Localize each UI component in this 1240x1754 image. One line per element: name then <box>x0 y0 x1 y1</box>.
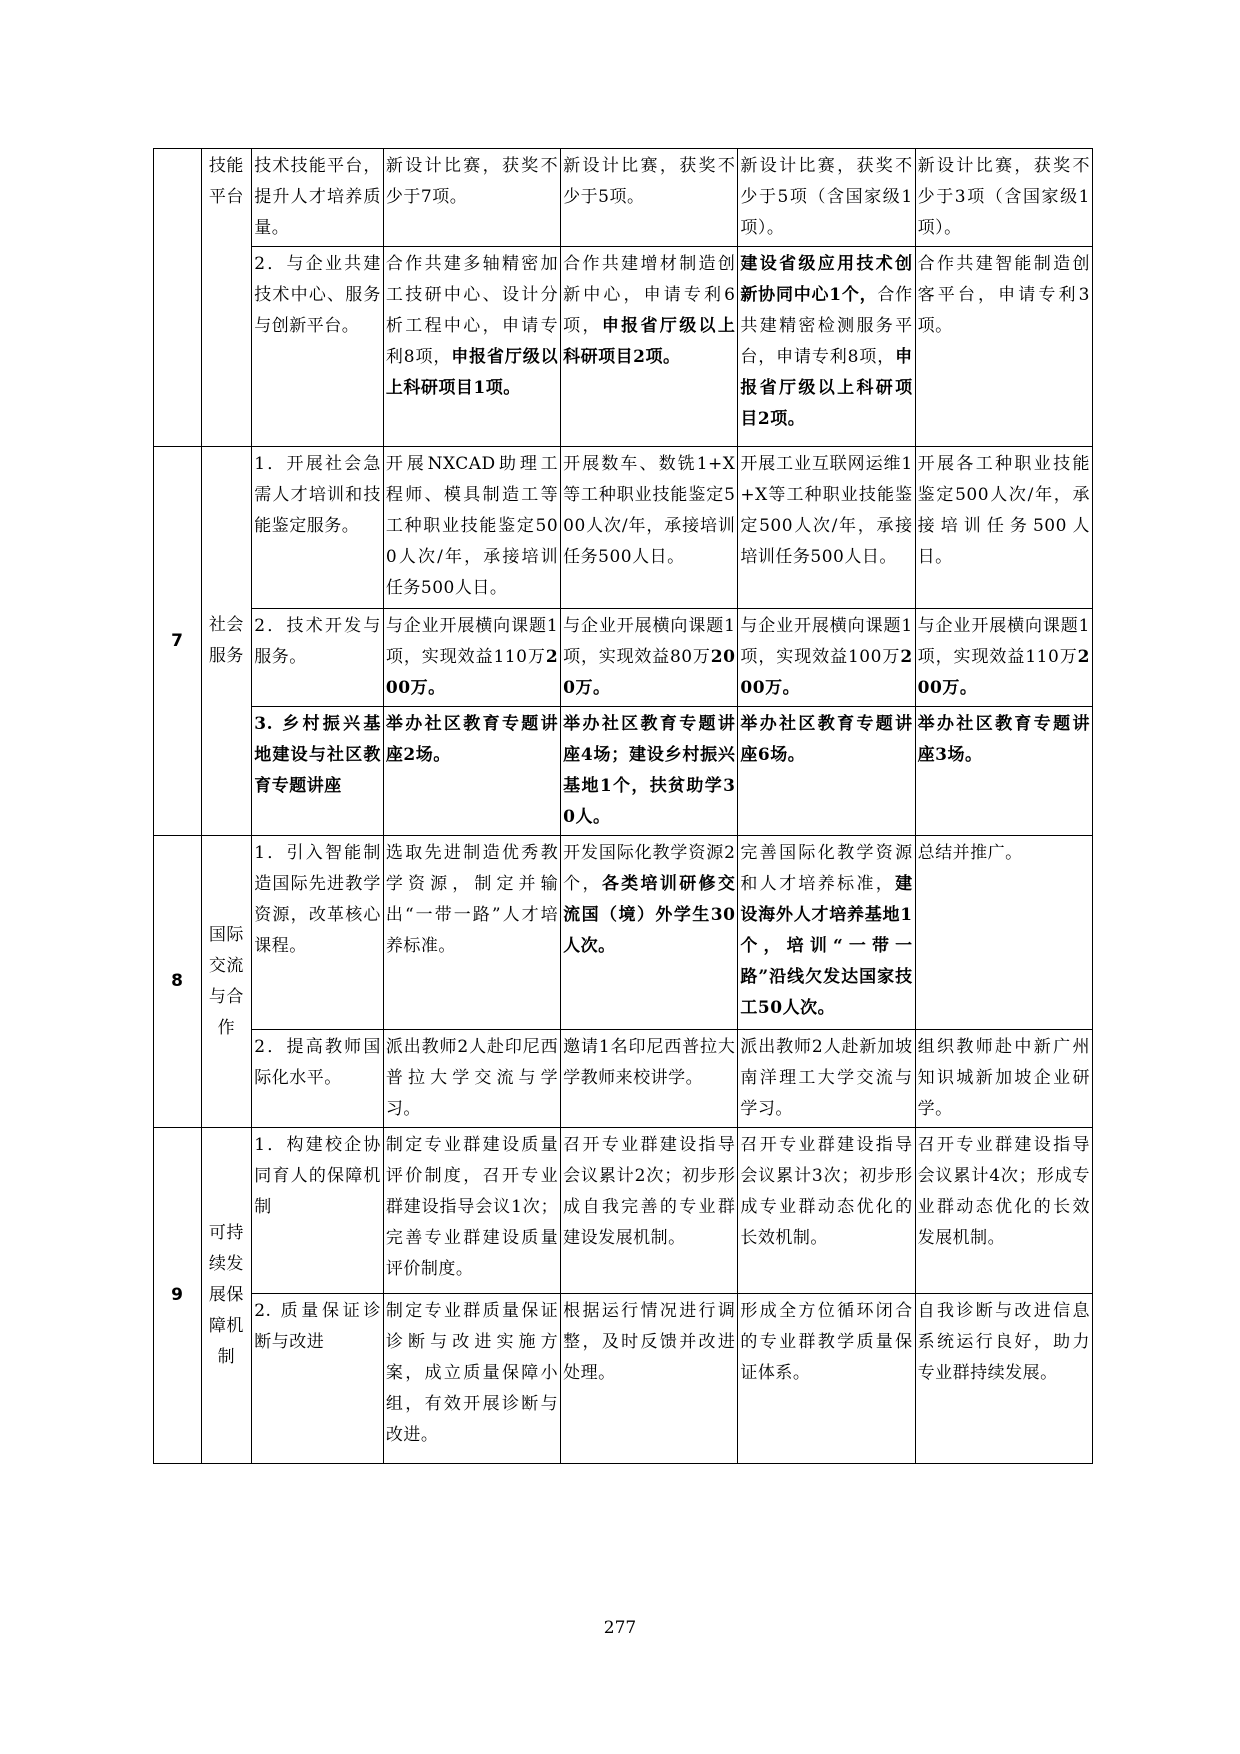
target-2020-cell: 合作共建增材制造创新中心，申请专利6项，申报省厅级以上科研项目2项。 <box>561 247 738 447</box>
target-2022-cell: 开展各工种职业技能鉴定500人次/年，承接培训任务500人日。 <box>915 447 1092 609</box>
target-2019-cell: 新设计比赛，获奖不少于7项。 <box>383 149 560 247</box>
task-cell: 2．提高教师国际化水平。 <box>252 1030 384 1128</box>
category-cell: 技能平台 <box>201 149 252 447</box>
target-2022-cell: 自我诊断与改进信息系统运行良好，助力专业群持续发展。 <box>915 1294 1092 1464</box>
table-row <box>154 447 1093 609</box>
target-2020-cell: 召开专业群建设指导会议累计2次；初步形成自我完善的专业群建设发展机制。 <box>561 1128 738 1294</box>
target-2021-cell: 开展工业互联网运维1+X等工种职业技能鉴定500人次/年，承接培训任务500人日。 <box>738 447 915 609</box>
table-row <box>154 1294 1093 1464</box>
target-2022-cell: 总结并推广。 <box>915 836 1092 1030</box>
target-2021-cell: 完善国际化教学资源和人才培养标准，建设海外人才培养基地1个，培训“一带一路”沿线欠发达国家技工50人次。 <box>738 836 915 1030</box>
target-2019-cell: 举办社区教育专题讲座2场。 <box>383 707 560 836</box>
table-row <box>154 247 1093 447</box>
row-number-cell: 9 <box>154 1128 202 1464</box>
task-cell: 1．构建校企协同育人的保障机制 <box>252 1128 384 1294</box>
target-2022-cell: 举办社区教育专题讲座3场。 <box>915 707 1092 836</box>
target-2021-cell: 与企业开展横向课题1项，实现效益100万200万。 <box>738 609 915 707</box>
task-cell: 2．与企业共建技术中心、服务与创新平台。 <box>252 247 384 447</box>
target-2022-cell: 新设计比赛，获奖不少于3项（含国家级1项）。 <box>915 149 1092 247</box>
target-2020-cell: 开展数车、数铣1+X等工种职业技能鉴定500人次/年，承接培训任务500人日。 <box>561 447 738 609</box>
table-row <box>154 149 1093 247</box>
task-cell: 1．开展社会急需人才培训和技能鉴定服务。 <box>252 447 384 609</box>
target-2020-cell: 举办社区教育专题讲座4场；建设乡村振兴基地1个，扶贫助学30人。 <box>561 707 738 836</box>
target-2021-cell: 派出教师2人赴新加坡南洋理工大学交流与学习。 <box>738 1030 915 1128</box>
row-number-cell: 7 <box>154 447 202 836</box>
category-cell: 国际交流与合作 <box>201 836 252 1128</box>
task-cell: 2. 质量保证诊断与改进 <box>252 1294 384 1464</box>
target-2019-cell: 制定专业群质量保证诊断与改进实施方案，成立质量保障小组，有效开展诊断与改进。 <box>383 1294 560 1464</box>
task-cell: 3. 乡村振兴基地建设与社区教育专题讲座 <box>252 707 384 836</box>
table-row <box>154 707 1093 836</box>
task-cell: 技术技能平台，提升人才培养质量。 <box>252 149 384 247</box>
target-2021-cell: 召开专业群建设指导会议累计3次；初步形成专业群动态优化的长效机制。 <box>738 1128 915 1294</box>
table-row <box>154 609 1093 707</box>
target-2019-cell: 制定专业群建设质量评价制度，召开专业群建设指导会议1次；完善专业群建设质量评价制度。 <box>383 1128 560 1294</box>
task-cell: 1．引入智能制造国际先进教学资源，改革核心课程。 <box>252 836 384 1030</box>
table-row <box>154 1030 1093 1128</box>
row-number-cell <box>154 149 202 447</box>
target-2021-cell: 新设计比赛，获奖不少于5项（含国家级1项）。 <box>738 149 915 247</box>
target-2019-cell: 合作共建多轴精密加工技研中心、设计分析工程中心，申请专利8项，申报省厅级以上科研项目1项。 <box>383 247 560 447</box>
category-cell: 社会服务 <box>201 447 252 836</box>
target-2022-cell: 合作共建智能制造创客平台，申请专利3项。 <box>915 247 1092 447</box>
target-2019-cell: 开展NXCAD助理工程师、模具制造工等工种职业技能鉴定500人次/年，承接培训任务500人日。 <box>383 447 560 609</box>
page-number: 277 <box>603 1618 637 1638</box>
target-2022-cell: 与企业开展横向课题1项，实现效益110万200万。 <box>915 609 1092 707</box>
target-2021-cell: 形成全方位循环闭合的专业群教学质量保证体系。 <box>738 1294 915 1464</box>
target-2020-cell: 与企业开展横向课题1项，实现效益80万200万。 <box>561 609 738 707</box>
category-cell: 可持续发展保障机制 <box>201 1128 252 1464</box>
target-2020-cell: 开发国际化教学资源2个，各类培训研修交流国（境）外学生30人次。 <box>561 836 738 1030</box>
target-2020-cell: 根据运行情况进行调整，及时反馈并改进处理。 <box>561 1294 738 1464</box>
target-2019-cell: 与企业开展横向课题1项，实现效益110万200万。 <box>383 609 560 707</box>
construction-plan-table <box>153 148 1093 1464</box>
target-2020-cell: 邀请1名印尼西普拉大学教师来校讲学。 <box>561 1030 738 1128</box>
target-2019-cell: 选取先进制造优秀教学资源，制定并输出“一带一路”人才培养标准。 <box>383 836 560 1030</box>
task-cell: 2．技术开发与服务。 <box>252 609 384 707</box>
target-2019-cell: 派出教师2人赴印尼西普拉大学交流与学习。 <box>383 1030 560 1128</box>
target-2021-cell: 举办社区教育专题讲座6场。 <box>738 707 915 836</box>
target-2021-cell: 建设省级应用技术创新协同中心1个，合作共建精密检测服务平台，申请专利8项，申报省厅级以上科研项目2项。 <box>738 247 915 447</box>
row-number-cell: 8 <box>154 836 202 1128</box>
target-2020-cell: 新设计比赛，获奖不少于5项。 <box>561 149 738 247</box>
target-2022-cell: 召开专业群建设指导会议累计4次；形成专业群动态优化的长效发展机制。 <box>915 1128 1092 1294</box>
table-row <box>154 1128 1093 1294</box>
table-row <box>154 836 1093 1030</box>
target-2022-cell: 组织教师赴中新广州知识城新加坡企业研学。 <box>915 1030 1092 1128</box>
